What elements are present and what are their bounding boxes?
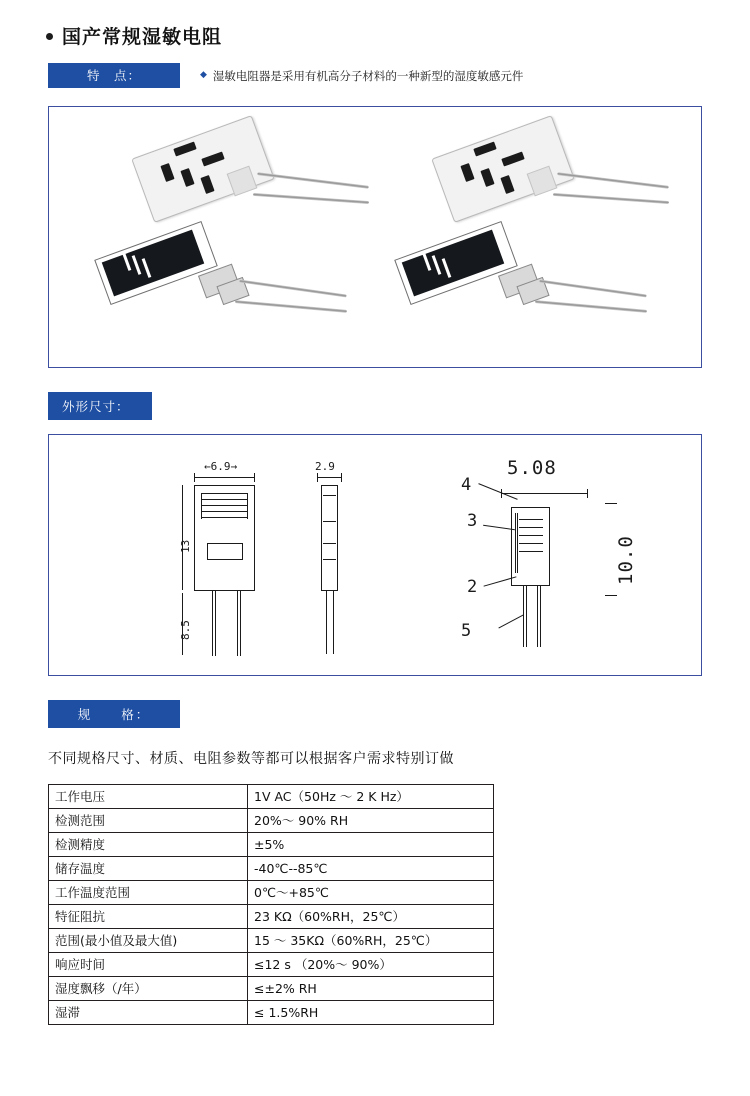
sensor-lead bbox=[557, 172, 669, 189]
dim-line-width bbox=[194, 477, 254, 478]
lead-line bbox=[240, 590, 241, 656]
body-window bbox=[207, 543, 242, 544]
detail-outline bbox=[511, 507, 512, 585]
body-window bbox=[207, 559, 242, 560]
lead-line bbox=[212, 590, 213, 656]
table-row bbox=[49, 929, 494, 953]
bare-film-left bbox=[69, 207, 349, 347]
dim-lead-value: 8.5 bbox=[179, 620, 192, 640]
spec-key: 湿度飘移（/年） bbox=[49, 977, 248, 1001]
features-label: 特 点： bbox=[48, 63, 180, 88]
dim-line-height bbox=[182, 485, 183, 590]
features-note-wrap bbox=[200, 68, 523, 84]
spec-table-body bbox=[49, 785, 494, 1025]
callout-3: 3 bbox=[467, 511, 478, 531]
spec-label: 规 格： bbox=[48, 700, 180, 728]
spec-label-row bbox=[40, 700, 710, 728]
detail-top-dimension: 5.08 bbox=[507, 457, 557, 479]
table-row bbox=[49, 977, 494, 1001]
dim-tick bbox=[587, 489, 588, 498]
body-outline bbox=[254, 485, 255, 590]
lead-line bbox=[215, 590, 216, 656]
sensor-lead bbox=[253, 193, 369, 204]
dim-tick bbox=[194, 473, 195, 482]
spec-value: -40℃--85℃ bbox=[248, 857, 494, 881]
bare-film-right bbox=[369, 207, 649, 347]
dim-tick bbox=[605, 503, 617, 504]
spec-key: 响应时间 bbox=[49, 953, 248, 977]
detail-dim-line bbox=[501, 493, 587, 494]
body-window bbox=[242, 543, 243, 560]
side-lead bbox=[333, 590, 334, 654]
sensor-lead bbox=[553, 193, 669, 204]
detail-lead bbox=[537, 585, 538, 647]
detail-inner bbox=[519, 527, 543, 528]
lead-line bbox=[237, 590, 238, 656]
table-row bbox=[49, 881, 494, 905]
body-detail bbox=[201, 517, 247, 518]
detail-inner bbox=[519, 543, 543, 544]
page-title bbox=[40, 0, 710, 49]
spec-value: 20%～ 90% RH bbox=[248, 809, 494, 833]
spec-key: 工作温度范围 bbox=[49, 881, 248, 905]
side-detail bbox=[323, 495, 336, 496]
sensor-lead bbox=[235, 300, 347, 313]
dim-tick bbox=[254, 473, 255, 482]
table-row bbox=[49, 833, 494, 857]
spec-value: 23 KΩ（60%RH，25℃） bbox=[248, 905, 494, 929]
detail-inner bbox=[519, 551, 543, 552]
callout-leader bbox=[498, 614, 523, 628]
side-outline bbox=[321, 485, 338, 486]
side-outline bbox=[337, 485, 338, 590]
spec-key: 工作电压 bbox=[49, 785, 248, 809]
body-detail bbox=[201, 505, 247, 506]
bullet-icon bbox=[46, 33, 53, 40]
side-lead bbox=[326, 590, 327, 654]
callout-2: 2 bbox=[467, 577, 478, 597]
dimensions-label: 外形尺寸： bbox=[48, 392, 152, 420]
dim-tick bbox=[317, 473, 318, 482]
spec-table bbox=[48, 784, 494, 1025]
side-detail bbox=[323, 543, 336, 544]
spec-value: ±5% bbox=[248, 833, 494, 857]
sensor-lead bbox=[239, 279, 346, 297]
dimensions-label-row bbox=[40, 392, 710, 420]
spec-key: 湿滞 bbox=[49, 1001, 248, 1025]
table-row bbox=[49, 785, 494, 809]
body-detail bbox=[201, 493, 247, 494]
body-detail bbox=[201, 511, 247, 512]
callout-4: 4 bbox=[461, 475, 472, 495]
callout-5: 5 bbox=[461, 621, 472, 641]
spec-value: 0℃～+85℃ bbox=[248, 881, 494, 905]
detail-side-dimension: 10.0 bbox=[615, 535, 637, 585]
side-outline bbox=[321, 590, 338, 591]
dim-height-value: 13 bbox=[179, 539, 192, 553]
detail-inner bbox=[519, 519, 543, 520]
spec-value: ≤±2% RH bbox=[248, 977, 494, 1001]
sensor-lead bbox=[539, 279, 646, 297]
body-detail bbox=[247, 493, 248, 519]
body-outline bbox=[194, 485, 195, 590]
body-detail bbox=[201, 493, 202, 519]
detail-lead bbox=[540, 585, 541, 647]
detail-outline bbox=[511, 585, 550, 586]
detail-shade bbox=[517, 513, 518, 573]
table-row bbox=[49, 1001, 494, 1025]
page-title-text: 国产常规湿敏电阻 bbox=[62, 26, 223, 48]
detail-lead bbox=[523, 585, 524, 647]
dim-width-value: ←6.9→ bbox=[204, 460, 238, 473]
spec-value: ≤12 s （20%～ 90%） bbox=[248, 953, 494, 977]
dim-tick bbox=[341, 473, 342, 482]
table-row bbox=[49, 857, 494, 881]
sensor-lead bbox=[535, 300, 647, 313]
detail-shade bbox=[515, 513, 516, 573]
spec-key: 检测精度 bbox=[49, 833, 248, 857]
side-outline bbox=[321, 485, 322, 590]
spec-key: 储存温度 bbox=[49, 857, 248, 881]
product-photo-frame bbox=[48, 106, 702, 368]
body-detail bbox=[201, 499, 247, 500]
spec-note: 不同规格尺寸、材质、电阻参数等都可以根据客户需求特别订做 bbox=[48, 751, 454, 767]
spec-value: 15 ～ 35KΩ（60%RH，25℃） bbox=[248, 929, 494, 953]
spec-value: ≤ 1.5%RH bbox=[248, 1001, 494, 1025]
table-row bbox=[49, 809, 494, 833]
side-dim-line bbox=[317, 477, 341, 478]
table-row bbox=[49, 905, 494, 929]
spec-key: 范围(最小值及最大值) bbox=[49, 929, 248, 953]
dimension-drawing-frame bbox=[48, 434, 702, 676]
detail-outline bbox=[511, 507, 550, 508]
dim-side-width-value: 2.9 bbox=[315, 460, 335, 473]
detail-inner bbox=[519, 535, 543, 536]
features-bar bbox=[40, 63, 710, 88]
sensor-lead bbox=[257, 172, 369, 189]
side-detail bbox=[323, 559, 336, 560]
body-outline bbox=[194, 485, 255, 486]
diamond-icon: ◆ bbox=[200, 69, 207, 80]
spec-key: 检测范围 bbox=[49, 809, 248, 833]
spec-key: 特征阻抗 bbox=[49, 905, 248, 929]
dim-tick bbox=[605, 595, 617, 596]
body-outline bbox=[194, 590, 255, 591]
detail-lead bbox=[526, 585, 527, 647]
spec-value: 1V AC（50Hz ～ 2 K Hz） bbox=[248, 785, 494, 809]
side-detail bbox=[323, 521, 336, 522]
detail-outline bbox=[549, 507, 550, 585]
body-window bbox=[207, 543, 208, 560]
callout-leader bbox=[478, 483, 517, 500]
features-note: 湿敏电阻器是采用有机高分子材料的一种新型的湿度敏感元件 bbox=[212, 68, 524, 83]
table-row bbox=[49, 953, 494, 977]
